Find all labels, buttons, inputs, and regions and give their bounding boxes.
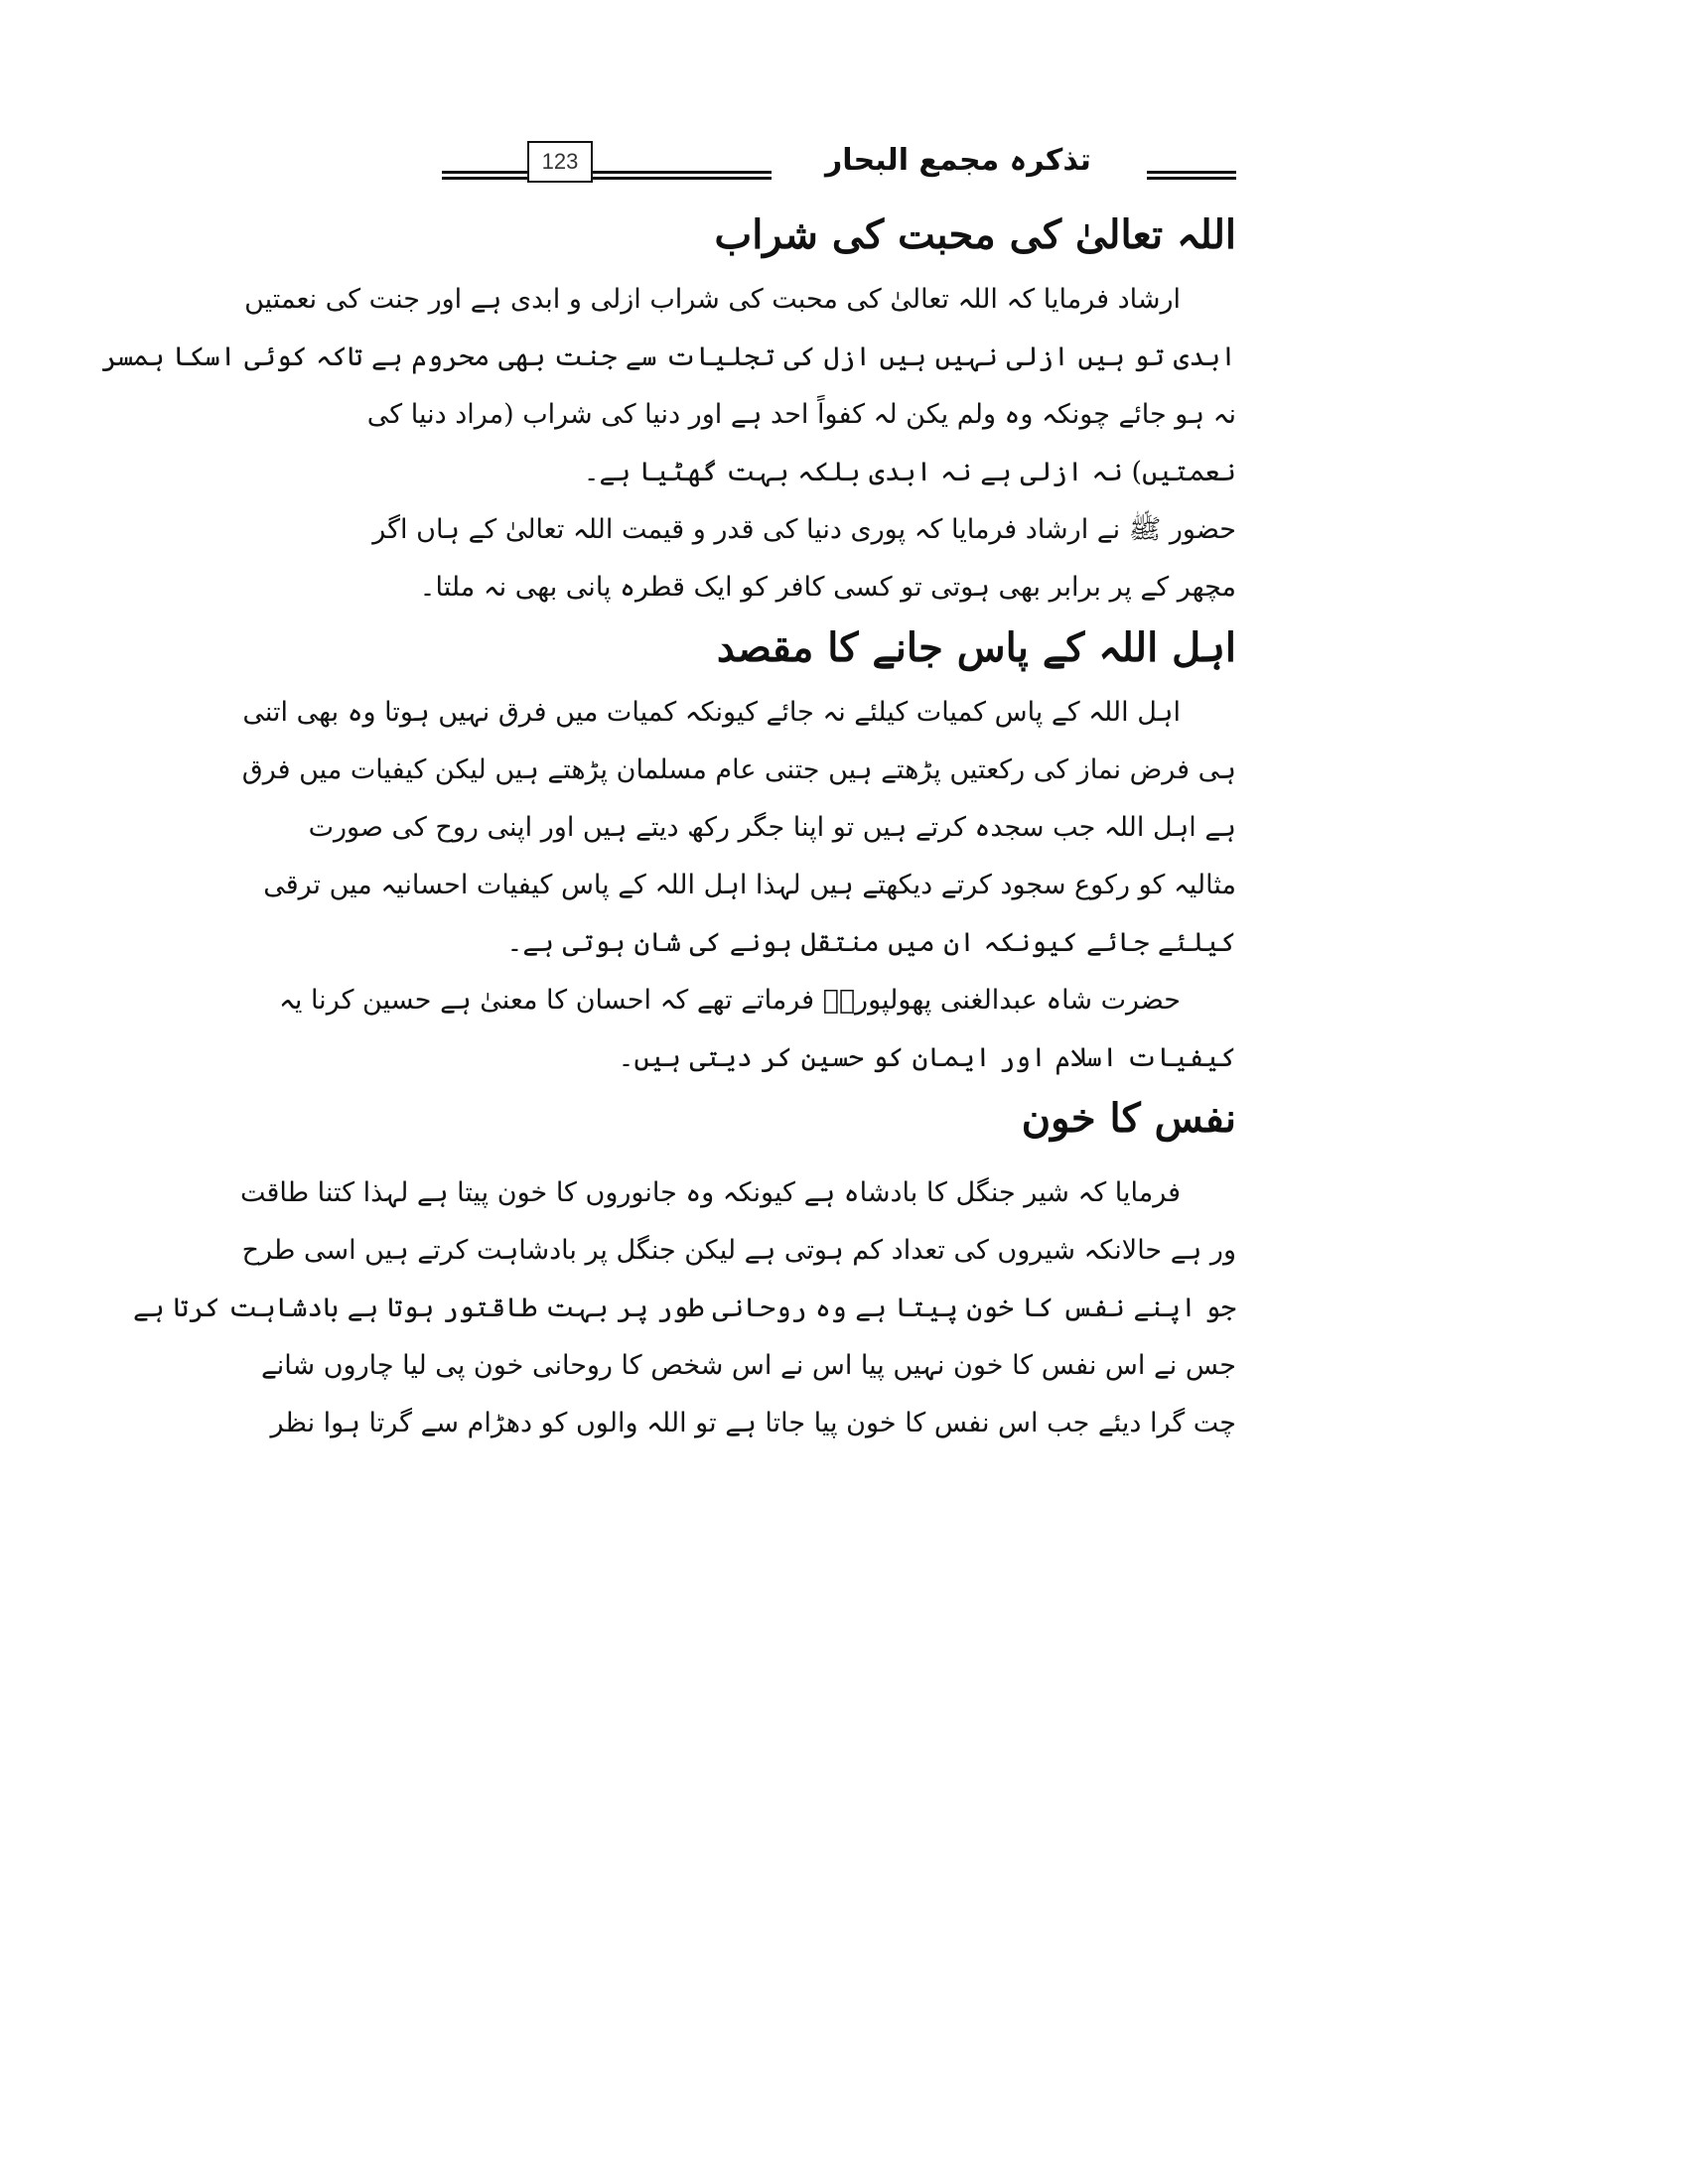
text-line: ابدی تو ہیں ازلی نہیں ہیں ازل کی تجلیات سے جنت بھی محروم ہے تاکہ کوئی اسکا ہمسر bbox=[101, 341, 1236, 372]
page-number: 123 bbox=[527, 141, 593, 183]
paragraph bbox=[372, 501, 1236, 616]
book-title: تذکرہ مجمع البحار bbox=[825, 143, 1091, 178]
page-body bbox=[101, 204, 1236, 1452]
text-line: مچھر کے پر برابر بھی ہوتی تو کسی کافر کو ایک قطرہ پانی بھی نہ ملتا۔ bbox=[419, 572, 1236, 603]
section-heading: اللہ تعالیٰ کی محبت کی شراب bbox=[714, 211, 1236, 258]
text-line: ور ہے حالانکہ شیروں کی تعداد کم ہوتی ہے لیکن جنگل پر بادشاہت کرتے ہیں اسی طرح bbox=[241, 1235, 1236, 1266]
running-header bbox=[442, 141, 1236, 191]
text-line: ارشاد فرمایا کہ اللہ تعالیٰ کی محبت کی شراب ازلی و ابدی ہے اور جنت کی نعمتیں bbox=[244, 284, 1181, 315]
text-line: اہل اللہ کے پاس کمیات کیلئے نہ جائے کیونکہ کمیات میں فرق نہیں ہوتا وہ بھی اتنی bbox=[242, 697, 1181, 728]
text-line: مثالیہ کو رکوع سجود کرتے دیکھتے ہیں لہذا اہل اللہ کے پاس کیفیات احسانیہ میں ترقی bbox=[263, 870, 1236, 900]
text-line: کیفیات اسلام اور ایمان کو حسین کر دیتی ہیں۔ bbox=[618, 1042, 1236, 1073]
section-heading: اہل اللہ کے پاس جانے کا مقصد bbox=[716, 624, 1236, 671]
text-line: فرمایا کہ شیر جنگل کا بادشاہ ہے کیونکہ وہ جانوروں کا خون پیتا ہے لہذا کتنا طاقت bbox=[239, 1177, 1181, 1208]
text-line: نہ ہو جائے چونکہ وہ ولم یکن لہ کفواً احد ہے اور دنیا کی شراب (مراد دنیا کی bbox=[366, 399, 1236, 430]
header-rule-middle bbox=[593, 171, 772, 180]
text-line: حضرت شاہ عبدالغنی پھولپوریؒ فرماتے تھے کہ احسان کا معنیٰ ہے حسین کرنا یہ bbox=[279, 985, 1181, 1016]
text-line: جو اپنے نفس کا خون پیتا ہے وہ روحانی طور پر بہت طاقتور ہوتا ہے بادشاہت کرتا ہے bbox=[133, 1293, 1236, 1323]
text-line: ہے اہل اللہ جب سجدہ کرتے ہیں تو اپنا جگر رکھ دیتے ہیں اور اپنی روح کی صورت bbox=[308, 812, 1236, 843]
text-line: نعمتیں) نہ ازلی ہے نہ ابدی بلکہ بہت گھٹیا ہے۔ bbox=[583, 457, 1236, 487]
section-heading: نفس کا خون bbox=[1021, 1095, 1236, 1142]
paragraph bbox=[101, 271, 1236, 501]
text-line: حضور ﷺ نے ارشاد فرمایا کہ پوری دنیا کی قدر و قیمت اللہ تعالیٰ کے ہاں اگر bbox=[372, 514, 1236, 545]
text-line: چت گرا دیئے جب اس نفس کا خون پیا جاتا ہے تو اللہ والوں کو دھڑام سے گرتا ہوا نظر bbox=[270, 1408, 1236, 1438]
header-rule-left bbox=[442, 171, 527, 180]
paragraph bbox=[133, 1164, 1236, 1452]
text-line: کیلئے جائے کیونکہ ان میں منتقل ہونے کی شان ہوتی ہے۔ bbox=[506, 927, 1236, 958]
text-line: ہی فرض نماز کی رکعتیں پڑھتے ہیں جتنی عام مسلمان پڑھتے ہیں لیکن کیفیات میں فرق bbox=[241, 754, 1236, 785]
paragraph bbox=[241, 684, 1236, 972]
text-line: جس نے اس نفس کا خون نہیں پیا اس نے اس شخص کا روحانی خون پی لیا چاروں شانے bbox=[260, 1350, 1236, 1381]
header-rule-right bbox=[1147, 171, 1236, 180]
paragraph bbox=[279, 972, 1236, 1087]
